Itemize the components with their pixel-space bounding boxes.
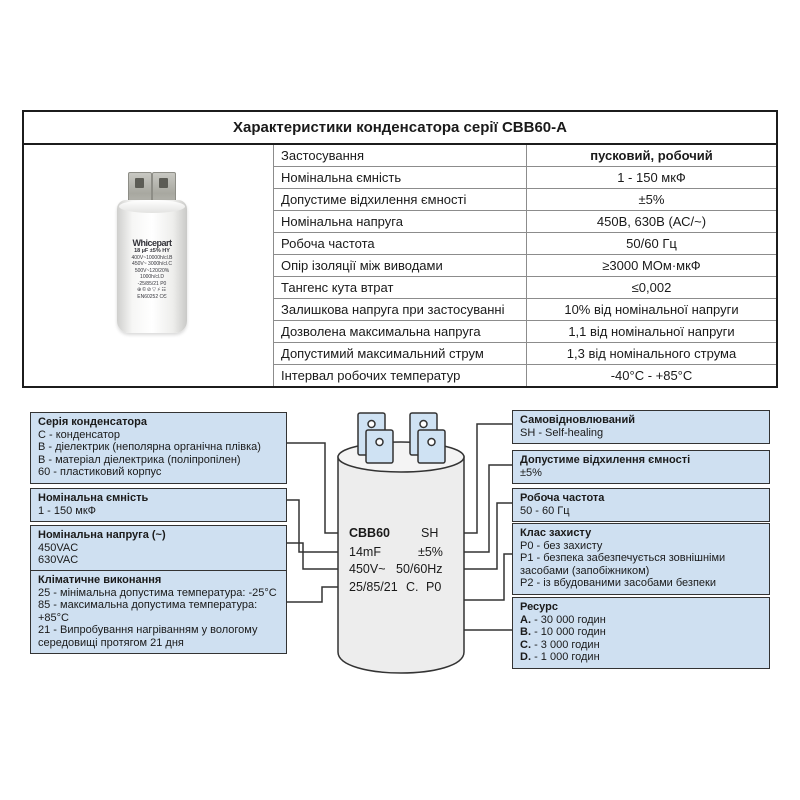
table-row xyxy=(274,321,776,343)
row-label: Номінальна напруга xyxy=(274,211,527,232)
row-label: Робоча частота xyxy=(274,233,527,254)
table-row xyxy=(274,255,776,277)
row-value: ≥3000 МОм·мкФ xyxy=(602,258,701,273)
row-label: Дозволена максимальна напруга xyxy=(274,321,527,342)
standard-text: EN60252 CЄ xyxy=(137,294,167,300)
callout-line: 50 - 60 Гц xyxy=(520,504,570,517)
callout-tolerance xyxy=(512,450,770,484)
callout-line: B - матеріал діелектрика (поліпропілен) xyxy=(38,453,241,466)
spec-table-title: Характеристики конденсатора серії CBB60-A xyxy=(24,112,776,145)
photo-capacitor-body xyxy=(117,200,187,333)
terminal-hole xyxy=(159,178,168,188)
row-label: Допустимий максимальний струм xyxy=(274,343,527,364)
table-row xyxy=(274,277,776,299)
photo-capacitor-cap xyxy=(119,200,185,213)
photo-label-line: -25/85/21 P0 xyxy=(137,280,167,287)
callout-line: P2 - із вбудованими засобами безпеки xyxy=(520,577,717,589)
callout-title: Робоча частота xyxy=(520,492,605,504)
row-label: Тангенс кута втрат xyxy=(274,277,527,298)
callout-line: SH - Self-healing xyxy=(520,426,604,439)
callout-line: 60 - пластиковий корпус xyxy=(38,466,162,478)
marking-protection: P0 xyxy=(426,580,442,594)
callout-title: Номінальна ємність xyxy=(38,492,149,504)
callout-line: 21 - Випробування нагріванням у вологому середовищі протягом 21 дня xyxy=(38,624,258,649)
callout-line: C - конденсатор xyxy=(38,428,120,441)
marking-self-healing: SH xyxy=(421,526,439,540)
photo-label-line: 400V~10000h/cl.B xyxy=(131,254,173,261)
row-value: 450В, 630В (АС/~) xyxy=(596,214,707,229)
callout-title: Номінальна напруга (~) xyxy=(38,529,166,541)
diagram-capacitor xyxy=(338,413,464,673)
photo-label-line: 450V~ 3000h/cl.C xyxy=(132,261,172,267)
callout-line: 85 - максимальна допустима температура: +85°С xyxy=(38,599,258,624)
row-value: 50/60 Гц xyxy=(626,236,677,251)
marking-climate: 25/85/21 xyxy=(349,580,398,594)
callout-line: C. - 3 000 годин xyxy=(520,638,600,651)
table-row xyxy=(274,211,776,233)
callout-title: Клас захисту xyxy=(520,527,592,539)
photo-label-line: 18 µF ±5% HY xyxy=(134,248,170,254)
callout-line: ±5% xyxy=(520,466,542,479)
callout-title: Самовідновлюваний xyxy=(520,414,635,426)
table-row xyxy=(274,145,776,167)
spec-rows xyxy=(274,145,776,386)
capacitor-photo xyxy=(24,145,274,386)
row-label: Залишкова напруга при застосуванні xyxy=(274,299,527,320)
row-label: Інтервал робочих температур xyxy=(274,365,527,386)
row-label: Номінальна ємність xyxy=(274,167,527,188)
photo-label-line: 500V~120/20% xyxy=(134,267,170,274)
callout-line: 450VAC xyxy=(38,541,79,554)
marking-series: CBB60 xyxy=(349,526,390,540)
marking-frequency: 50/60Hz xyxy=(396,562,443,576)
callout-line: A. - 30 000 годин xyxy=(520,613,606,626)
callout-capacitance xyxy=(30,488,287,522)
photo-label xyxy=(121,238,183,300)
callout-climate xyxy=(30,570,287,654)
callout-line: D. - 1 000 годин xyxy=(520,651,600,663)
row-value: пусковий, робочий xyxy=(590,148,713,163)
row-label: Опір ізоляції між виводами xyxy=(274,255,527,276)
table-row xyxy=(274,365,776,386)
callout-line: B. - 10 000 годин xyxy=(520,626,606,638)
callout-line: 630VAC xyxy=(38,554,79,566)
row-label: Застосування xyxy=(274,145,527,166)
callout-voltage xyxy=(30,525,287,572)
row-value: 1 - 150 мкФ xyxy=(617,170,686,185)
marking-capacitance: 14mF xyxy=(349,545,381,559)
callout-line: B - діелектрик (неполярна органічна плівка) xyxy=(38,441,261,453)
cert-icons: ⊕©⊘▽⚡☷ xyxy=(137,287,167,293)
row-label: Допустиме відхилення ємності xyxy=(274,189,527,210)
callout-line: P0 - без захисту xyxy=(520,539,603,552)
marking-voltage: 450V~ xyxy=(349,562,386,576)
row-value: 1,1 від номінальної напруги xyxy=(568,324,735,339)
callout-title: Ресурс xyxy=(520,601,558,613)
table-row xyxy=(274,167,776,189)
callout-frequency xyxy=(512,488,770,522)
callout-line: 1 - 150 мкФ xyxy=(38,504,97,517)
photo-label-line: 1000h/cl.D xyxy=(140,274,164,280)
brand-text: Whicepart xyxy=(132,238,172,248)
callout-title: Кліматичне виконання xyxy=(38,574,162,586)
spec-table xyxy=(22,110,778,388)
row-value: 1,3 від номінального струма xyxy=(566,346,737,361)
marking-resource: C. xyxy=(406,580,419,594)
callout-title: Серія конденсатора xyxy=(38,416,147,428)
row-value: -40°С - +85°С xyxy=(610,368,693,383)
marking-tolerance: ±5% xyxy=(418,545,443,559)
table-row xyxy=(274,189,776,211)
row-value: ≤0,002 xyxy=(631,280,672,295)
row-value: ±5% xyxy=(638,192,665,207)
callout-resource xyxy=(512,597,770,669)
ce-mark: CЄ xyxy=(159,294,167,300)
callout-series xyxy=(30,412,287,484)
callout-title: Допустиме відхилення ємності xyxy=(520,454,691,466)
callout-self-healing xyxy=(512,410,770,444)
table-row xyxy=(274,343,776,365)
row-value: 10% від номінальної напруги xyxy=(564,302,739,317)
callout-protection-class xyxy=(512,523,770,595)
table-row xyxy=(274,233,776,255)
callout-line: 25 - мінімальна допустима температура: -25°С xyxy=(38,586,277,599)
terminal-hole xyxy=(135,178,144,188)
table-row xyxy=(274,299,776,321)
callout-line: P1 - безпека забезпечується зовнішніми засобами (запобіжником) xyxy=(520,552,726,577)
